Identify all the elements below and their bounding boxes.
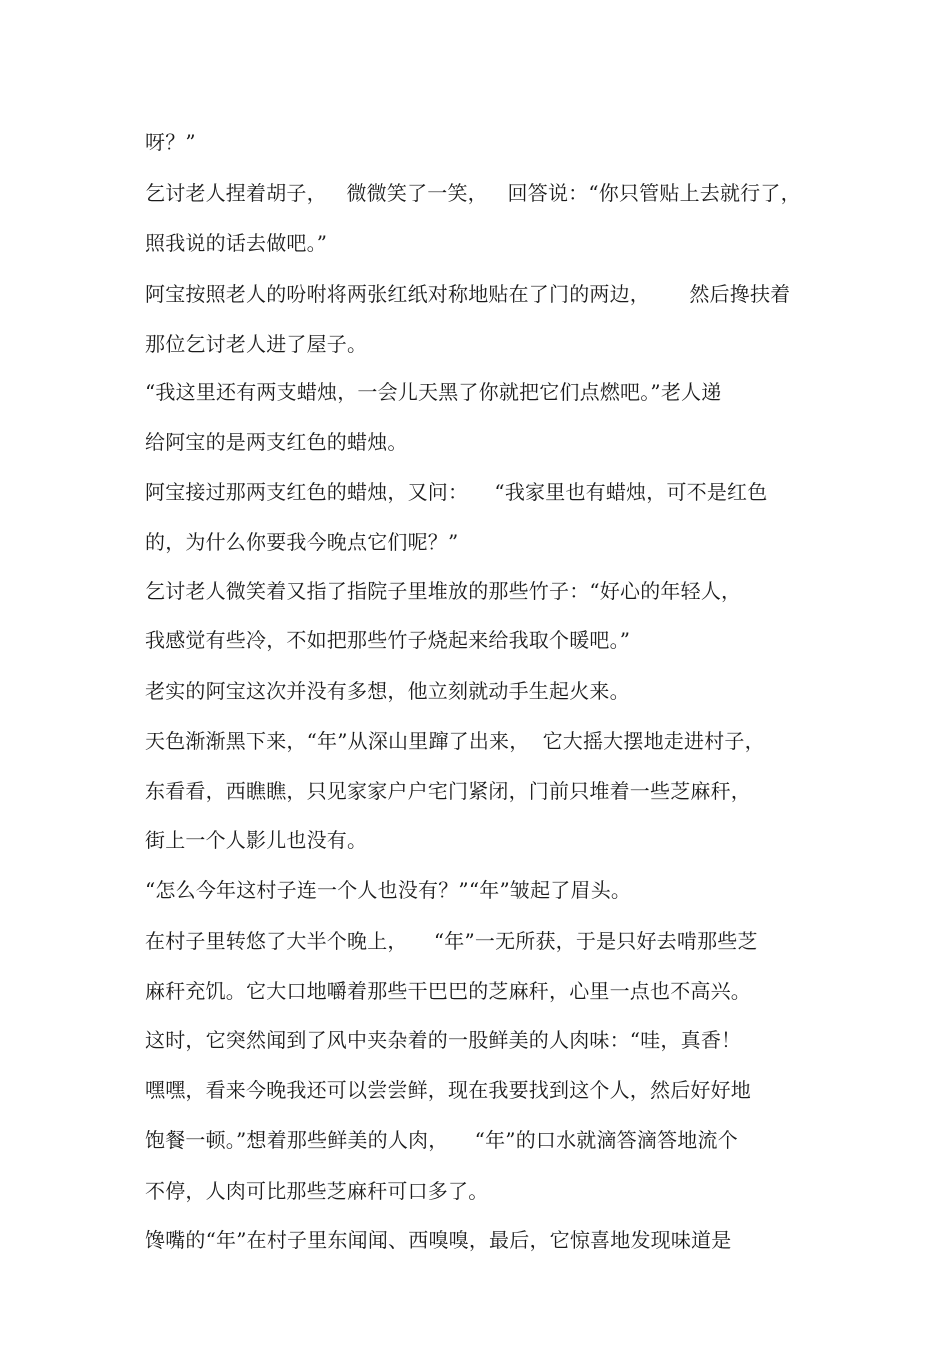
- text-line: 不停，人肉可比那些芝麻秆可口多了。: [145, 1179, 489, 1203]
- text-line: 阿宝按照老人的吩咐将两张红纸对称地贴在了门的两边， 然后搀扶着: [145, 282, 791, 306]
- text-line: 老实的阿宝这次并没有多想，他立刻就动手生起火来。: [145, 679, 630, 703]
- text-line: 乞讨老人捏着胡子， 微微笑了一笑， 回答说：“你只管贴上去就行了，: [145, 181, 801, 205]
- text-line: 的，为什么你要我今晚点它们呢？”: [145, 530, 459, 554]
- text-line: 饱餐一顿。”想着那些鲜美的人肉， “年”的口水就滴答滴答地流个: [145, 1128, 738, 1152]
- text-line: “怎么今年这村子连一个人也没有？”“年”皱起了眉头。: [145, 878, 632, 902]
- text-line: 在村子里转悠了大半个晚上， “年”一无所获，于是只好去啃那些芝: [145, 929, 758, 953]
- text-line: 照我说的话去做吧。”: [145, 231, 328, 255]
- text-line: 嘿嘿，看来今晚我还可以尝尝鲜，现在我要找到这个人，然后好好地: [145, 1078, 751, 1102]
- text-line: 天色渐渐黑下来，“年”从深山里蹿了出来， 它大摇大摆地走进村子，: [145, 729, 765, 753]
- text-line: 这时，它突然闻到了风中夹杂着的一股鲜美的人肉味：“哇，真香！: [145, 1028, 742, 1052]
- text-line: “我这里还有两支蜡烛，一会儿天黑了你就把它们点燃吧。”老人递: [145, 380, 722, 404]
- text-line: 那位乞讨老人进了屋子。: [145, 332, 368, 356]
- text-line: 给阿宝的是两支红色的蜡烛。: [145, 430, 408, 454]
- text-line: 街上一个人影儿也没有。: [145, 828, 368, 852]
- text-line: 乞讨老人微笑着又指了指院子里堆放的那些竹子：“好心的年轻人，: [145, 579, 742, 603]
- text-line: 我感觉有些冷，不如把那些竹子烧起来给我取个暖吧。”: [145, 628, 631, 652]
- text-line: 呀？”: [145, 130, 196, 154]
- text-line: 馋嘴的“年”在村子里东闻闻、西嗅嗅，最后，它惊喜地发现味道是: [145, 1228, 732, 1252]
- text-line: 东看看，西瞧瞧，只见家家户户宅门紧闭，门前只堆着一些芝麻秆，: [145, 779, 751, 803]
- text-line: 阿宝接过那两支红色的蜡烛，又问： “我家里也有蜡烛，可不是红色: [145, 480, 768, 504]
- text-line: 麻秆充饥。它大口地嚼着那些干巴巴的芝麻秆，心里一点也不高兴。: [145, 979, 751, 1003]
